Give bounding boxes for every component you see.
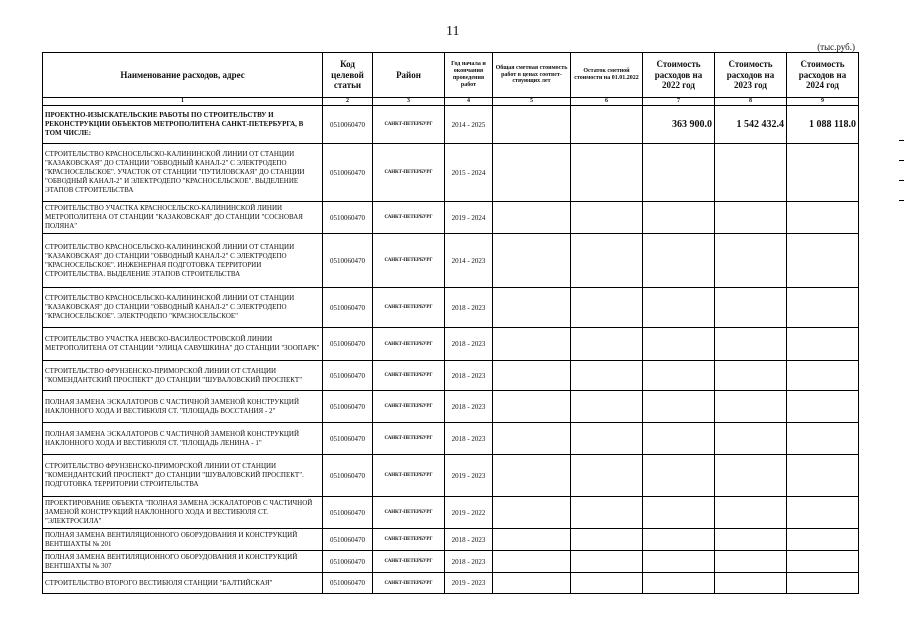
row-period: 2019 - 2024 xyxy=(445,202,493,234)
row-remaining xyxy=(571,106,643,144)
row-region: САНКТ-ПЕТЕРБУРГ xyxy=(373,202,445,234)
row-2022 xyxy=(643,144,715,202)
column-number: 7 xyxy=(643,98,715,106)
units-label: (тыс.руб.) xyxy=(817,42,855,52)
row-region: САНКТ-ПЕТЕРБУРГ xyxy=(373,328,445,361)
row-period: 2015 - 2024 xyxy=(445,144,493,202)
row-region: САНКТ-ПЕТЕРБУРГ xyxy=(373,551,445,573)
row-remaining xyxy=(571,497,643,529)
table-row xyxy=(43,573,859,594)
row-2023 xyxy=(715,455,787,497)
row-2022 xyxy=(643,573,715,594)
row-2024 xyxy=(787,202,859,234)
table-row xyxy=(43,529,859,551)
row-2024 xyxy=(787,361,859,391)
row-code: 0510060470 xyxy=(323,106,373,144)
row-period: 2018 - 2023 xyxy=(445,288,493,328)
row-2022 xyxy=(643,328,715,361)
table-row xyxy=(43,234,859,288)
row-name: ПОЛНАЯ ЗАМЕНА ВЕНТИЛЯЦИОННОГО ОБОРУДОВАНИЯ И КОНСТРУКЦИЙ ВЕНТШАХТЫ № 307 xyxy=(43,551,323,573)
row-2023 xyxy=(715,144,787,202)
header-remaining: Остаток сметной стоимости на 01.01.2022 xyxy=(571,53,643,98)
row-name: ПРОЕКТИРОВАНИЕ ОБЪЕКТА "ПОЛНАЯ ЗАМЕНА ЭСКАЛАТОРОВ С ЧАСТИЧНОЙ ЗАМЕНОЙ КОНСТРУКЦИЙ НАКЛОННОГО ХОДА И ВЕСТИБЮЛЯ СТ. "ЭЛЕКТРОСИЛА" xyxy=(43,497,323,529)
row-period: 2018 - 2023 xyxy=(445,328,493,361)
scan-margin-marks xyxy=(899,140,905,260)
row-remaining xyxy=(571,391,643,423)
row-estimate xyxy=(493,551,571,573)
row-2023: 1 542 432.4 xyxy=(715,106,787,144)
row-code: 0510060470 xyxy=(323,234,373,288)
row-name: ПОЛНАЯ ЗАМЕНА ЭСКАЛАТОРОВ С ЧАСТИЧНОЙ ЗАМЕНОЙ КОНСТРУКЦИЙ НАКЛОННОГО ХОДА И ВЕСТИБЮЛЯ СТ. "ПЛОЩАДЬ ЛЕНИНА - 1" xyxy=(43,423,323,455)
header-period: Год начала и окончания проведения работ xyxy=(445,53,493,98)
table-row xyxy=(43,288,859,328)
row-2022 xyxy=(643,455,715,497)
row-2024 xyxy=(787,288,859,328)
row-code: 0510060470 xyxy=(323,391,373,423)
table-row xyxy=(43,423,859,455)
row-estimate xyxy=(493,529,571,551)
row-estimate xyxy=(493,391,571,423)
row-region: САНКТ-ПЕТЕРБУРГ xyxy=(373,573,445,594)
row-2022 xyxy=(643,497,715,529)
row-2024 xyxy=(787,328,859,361)
row-estimate xyxy=(493,106,571,144)
row-2024 xyxy=(787,497,859,529)
row-remaining xyxy=(571,551,643,573)
row-2024: 1 088 118.0 xyxy=(787,106,859,144)
row-period: 2014 - 2025 xyxy=(445,106,493,144)
row-region: САНКТ-ПЕТЕРБУРГ xyxy=(373,391,445,423)
row-estimate xyxy=(493,234,571,288)
row-name: ПОЛНАЯ ЗАМЕНА ЭСКАЛАТОРОВ С ЧАСТИЧНОЙ ЗАМЕНОЙ КОНСТРУКЦИЙ НАКЛОННОГО ХОДА И ВЕСТИБЮЛЯ СТ. "ПЛОЩАДЬ ВОССТАНИЯ - 2" xyxy=(43,391,323,423)
row-name: СТРОИТЕЛЬСТВО УЧАСТКА КРАСНОСЕЛЬСКО-КАЛИНИНСКОЙ ЛИНИИ МЕТРОПОЛИТЕНА ОТ СТАНЦИИ "КАЗАКОВСКАЯ" ДО СТАНЦИИ "СОСНОВАЯ ПОЛЯНА" xyxy=(43,202,323,234)
row-2023 xyxy=(715,529,787,551)
row-estimate xyxy=(493,361,571,391)
row-code: 0510060470 xyxy=(323,144,373,202)
row-region: САНКТ-ПЕТЕРБУРГ xyxy=(373,497,445,529)
row-period: 2018 - 2023 xyxy=(445,361,493,391)
row-remaining xyxy=(571,328,643,361)
row-estimate xyxy=(493,497,571,529)
row-2024 xyxy=(787,551,859,573)
row-2022 xyxy=(643,391,715,423)
row-period: 2019 - 2023 xyxy=(445,455,493,497)
row-2023 xyxy=(715,288,787,328)
column-number: 6 xyxy=(571,98,643,106)
row-period: 2019 - 2023 xyxy=(445,573,493,594)
row-2024 xyxy=(787,391,859,423)
row-2023 xyxy=(715,497,787,529)
row-code: 0510060470 xyxy=(323,328,373,361)
row-2024 xyxy=(787,573,859,594)
table-row xyxy=(43,455,859,497)
row-2022 xyxy=(643,551,715,573)
budget-table xyxy=(42,52,859,594)
row-remaining xyxy=(571,455,643,497)
column-number: 8 xyxy=(715,98,787,106)
row-remaining xyxy=(571,529,643,551)
table-row xyxy=(43,497,859,529)
row-name: СТРОИТЕЛЬСТВО ВТОРОГО ВЕСТИБЮЛЯ СТАНЦИИ "БАЛТИЙСКАЯ" xyxy=(43,573,323,594)
row-remaining xyxy=(571,288,643,328)
row-code: 0510060470 xyxy=(323,423,373,455)
row-region: САНКТ-ПЕТЕРБУРГ xyxy=(373,144,445,202)
column-number: 5 xyxy=(493,98,571,106)
table-row xyxy=(43,144,859,202)
row-region: САНКТ-ПЕТЕРБУРГ xyxy=(373,455,445,497)
row-period: 2018 - 2023 xyxy=(445,391,493,423)
row-2022 xyxy=(643,529,715,551)
header-estimate: Общая сметная стоимость работ в ценах соответ-ствующих лет xyxy=(493,53,571,98)
row-region: САНКТ-ПЕТЕРБУРГ xyxy=(373,529,445,551)
row-remaining xyxy=(571,234,643,288)
column-number: 9 xyxy=(787,98,859,106)
table-row xyxy=(43,391,859,423)
column-number: 1 xyxy=(43,98,323,106)
row-2022 xyxy=(643,423,715,455)
table-row xyxy=(43,361,859,391)
row-estimate xyxy=(493,202,571,234)
row-2023 xyxy=(715,234,787,288)
row-2024 xyxy=(787,455,859,497)
row-estimate xyxy=(493,423,571,455)
row-name: СТРОИТЕЛЬСТВО УЧАСТКА НЕВСКО-ВАСИЛЕОСТРОВСКОЙ ЛИНИИ МЕТРОПОЛИТЕНА ОТ СТАНЦИИ "УЛИЦА САВУШКИНА" ДО СТАНЦИИ "ЗООПАРК" xyxy=(43,328,323,361)
row-code: 0510060470 xyxy=(323,529,373,551)
row-2022: 363 900.0 xyxy=(643,106,715,144)
row-2023 xyxy=(715,361,787,391)
row-2024 xyxy=(787,234,859,288)
row-remaining xyxy=(571,361,643,391)
row-2023 xyxy=(715,573,787,594)
row-code: 0510060470 xyxy=(323,288,373,328)
row-name: СТРОИТЕЛЬСТВО ФРУНЗЕНСКО-ПРИМОРСКОЙ ЛИНИИ ОТ СТАНЦИИ "КОМЕНДАНТСКИЙ ПРОСПЕКТ" ДО СТАНЦИИ "ШУВАЛОВСКИЙ ПРОСПЕКТ". ПОДГОТОВКА ТЕРРИТОРИИ СТРОИТЕЛЬСТВА xyxy=(43,455,323,497)
row-period: 2018 - 2023 xyxy=(445,423,493,455)
row-2022 xyxy=(643,288,715,328)
row-name: СТРОИТЕЛЬСТВО ФРУНЗЕНСКО-ПРИМОРСКОЙ ЛИНИИ ОТ СТАНЦИИ "КОМЕНДАНТСКИЙ ПРОСПЕКТ" ДО СТАНЦИИ "ШУВАЛОВСКИЙ ПРОСПЕКТ" xyxy=(43,361,323,391)
header-2023: Стоимость расходов на 2023 год xyxy=(715,53,787,98)
row-code: 0510060470 xyxy=(323,202,373,234)
row-region: САНКТ-ПЕТЕРБУРГ xyxy=(373,106,445,144)
row-2022 xyxy=(643,361,715,391)
row-2023 xyxy=(715,202,787,234)
row-code: 0510060470 xyxy=(323,455,373,497)
row-remaining xyxy=(571,423,643,455)
row-region: САНКТ-ПЕТЕРБУРГ xyxy=(373,288,445,328)
row-2024 xyxy=(787,144,859,202)
header-2022: Стоимость расходов на 2022 год xyxy=(643,53,715,98)
row-estimate xyxy=(493,455,571,497)
header-row xyxy=(43,53,859,98)
row-code: 0510060470 xyxy=(323,361,373,391)
row-2022 xyxy=(643,202,715,234)
column-number: 3 xyxy=(373,98,445,106)
row-period: 2018 - 2023 xyxy=(445,551,493,573)
row-2024 xyxy=(787,529,859,551)
row-period: 2014 - 2023 xyxy=(445,234,493,288)
row-estimate xyxy=(493,144,571,202)
row-2024 xyxy=(787,423,859,455)
header-2024: Стоимость расходов на 2024 год xyxy=(787,53,859,98)
page-number: 11 xyxy=(446,24,460,39)
row-period: 2018 - 2023 xyxy=(445,529,493,551)
row-region: САНКТ-ПЕТЕРБУРГ xyxy=(373,423,445,455)
header-code: Код целевой статьи xyxy=(323,53,373,98)
row-period: 2019 - 2022 xyxy=(445,497,493,529)
row-region: САНКТ-ПЕТЕРБУРГ xyxy=(373,234,445,288)
column-number-row xyxy=(43,98,859,106)
row-2023 xyxy=(715,391,787,423)
row-code: 0510060470 xyxy=(323,497,373,529)
row-remaining xyxy=(571,573,643,594)
header-name: Наименование расходов, адрес xyxy=(43,53,323,98)
header-region: Район xyxy=(373,53,445,98)
row-code: 0510060470 xyxy=(323,573,373,594)
table-row xyxy=(43,202,859,234)
row-name: ПРОЕКТНО-ИЗЫСКАТЕЛЬСКИЕ РАБОТЫ ПО СТРОИТЕЛЬСТВУ И РЕКОНСТРУКЦИИ ОБЪЕКТОВ МЕТРОПОЛИТЕНА САНКТ-ПЕТЕРБУРГА, В ТОМ ЧИСЛЕ: xyxy=(43,106,323,144)
column-number: 2 xyxy=(323,98,373,106)
row-name: СТРОИТЕЛЬСТВО КРАСНОСЕЛЬСКО-КАЛИНИНСКОЙ ЛИНИИ ОТ СТАНЦИИ "КАЗАКОВСКАЯ" ДО СТАНЦИИ "ОБВОДНЫЙ КАНАЛ-2" С ЭЛЕКТРОДЕПО "КРАСНОСЕЛЬСКОЕ". УЧАСТОК ОТ СТАНЦИИ "ПУТИЛОВСКАЯ" ДО СТАНЦИИ "ОБВОДНЫЙ КАНАЛ-2" И ЭЛЕКТРОДЕПО "КРАСНОСЕЛЬСКОЕ". ВЫДЕЛЕНИЕ ЭТАПОВ СТРОИТЕЛЬСТВА xyxy=(43,144,323,202)
column-number: 4 xyxy=(445,98,493,106)
row-name: СТРОИТЕЛЬСТВО КРАСНОСЕЛЬСКО-КАЛИНИНСКОЙ ЛИНИИ ОТ СТАНЦИИ "КАЗАКОВСКАЯ" ДО СТАНЦИИ "ОБВОДНЫЙ КАНАЛ-2" С ЭЛЕКТРОДЕПО "КРАСНОСЕЛЬСКОЕ". ИНЖЕНЕРНАЯ ПОДГОТОВКА ТЕРРИТОРИИ СТРОИТЕЛЬСТВА. ВЫДЕЛЕНИЕ ЭТАПОВ СТРОИТЕЛЬСТВА xyxy=(43,234,323,288)
row-code: 0510060470 xyxy=(323,551,373,573)
row-estimate xyxy=(493,328,571,361)
row-2023 xyxy=(715,551,787,573)
row-estimate xyxy=(493,288,571,328)
row-2023 xyxy=(715,423,787,455)
row-remaining xyxy=(571,202,643,234)
row-region: САНКТ-ПЕТЕРБУРГ xyxy=(373,361,445,391)
row-name: СТРОИТЕЛЬСТВО КРАСНОСЕЛЬСКО-КАЛИНИНСКОЙ ЛИНИИ ОТ СТАНЦИИ "КАЗАКОВСКАЯ" ДО СТАНЦИИ "ОБВОДНЫЙ КАНАЛ-2" С ЭЛЕКТРОДЕПО "КРАСНОСЕЛЬСКОЕ". ЭЛЕКТРОДЕПО "КРАСНОСЕЛЬСКОЕ" xyxy=(43,288,323,328)
row-name: ПОЛНАЯ ЗАМЕНА ВЕНТИЛЯЦИОННОГО ОБОРУДОВАНИЯ И КОНСТРУКЦИЙ ВЕНТШАХТЫ № 201 xyxy=(43,529,323,551)
table-row xyxy=(43,106,859,144)
row-2022 xyxy=(643,234,715,288)
table-row xyxy=(43,551,859,573)
row-remaining xyxy=(571,144,643,202)
row-2023 xyxy=(715,328,787,361)
table-row xyxy=(43,328,859,361)
row-estimate xyxy=(493,573,571,594)
